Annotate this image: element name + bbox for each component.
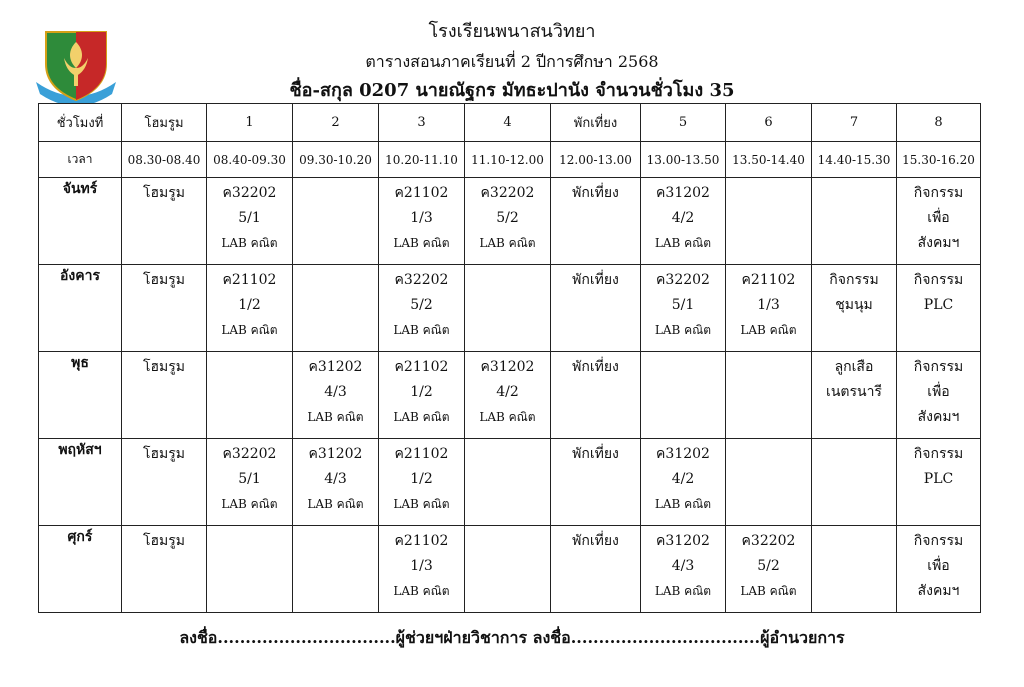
cell-line: กิจกรรม	[913, 359, 964, 375]
time-header-cell: 14.40-15.30	[812, 142, 897, 178]
schedule-cell	[122, 265, 207, 352]
day-name: ศุกร์	[39, 526, 122, 613]
cell-line: เนตรนารี	[826, 384, 882, 400]
day-row	[39, 178, 981, 265]
cell-line: LAB คณิต	[393, 236, 450, 250]
cell-line: พักเที่ยง	[572, 533, 619, 549]
cell-line: พักเที่ยง	[572, 359, 619, 375]
time-header-row	[39, 142, 981, 178]
cell-line: PLC	[923, 297, 954, 313]
cell-line: พักเที่ยง	[572, 185, 619, 201]
period-header-cell: 8	[897, 104, 981, 142]
cell-line: 5/1	[671, 297, 695, 313]
schedule-cell	[641, 178, 726, 265]
schedule-cell	[551, 526, 641, 613]
period-header-cell: พักเที่ยง	[551, 104, 641, 142]
schedule-cell	[122, 526, 207, 613]
schedule-cell	[379, 526, 465, 613]
schedule-cell	[726, 265, 812, 352]
schedule-title: ตารางสอนภาคเรียนที่ 2 ปีการศึกษา 2568	[365, 52, 659, 71]
day-name: พุธ	[39, 352, 122, 439]
cell-line: LAB คณิต	[393, 584, 450, 598]
cell-line: LAB คณิต	[393, 323, 450, 337]
cell-line: 1/2	[238, 297, 261, 313]
cell-line: โฮมรูม	[142, 533, 186, 549]
schedule-cell	[465, 178, 551, 265]
schedule-cell	[379, 178, 465, 265]
schedule-cell	[897, 178, 981, 265]
cell-line: เพื่อ	[927, 558, 950, 574]
teacher-line: ชื่อ-สกุล 0207 นายณัฐกร มัทธะปานัง จำนวนชั่วโมง 35	[289, 80, 735, 101]
cell-line: โฮมรูม	[142, 446, 186, 462]
cell-line: 4/2	[671, 471, 695, 487]
time-header-cell: 12.00-13.00	[551, 142, 641, 178]
cell-line: ค32202	[480, 185, 535, 201]
empty-cell	[726, 352, 812, 439]
time-header-cell: 10.20-11.10	[379, 142, 465, 178]
empty-cell	[465, 265, 551, 352]
schedule-cell	[812, 265, 897, 352]
time-header-cell: 09.30-10.20	[293, 142, 379, 178]
cell-line: พักเที่ยง	[572, 272, 619, 288]
schedule-cell	[641, 265, 726, 352]
day-name: จันทร์	[39, 178, 122, 265]
cell-line: LAB คณิต	[479, 236, 536, 250]
day-row	[39, 439, 981, 526]
cell-line: 1/3	[757, 297, 780, 313]
period-header-cell: 3	[379, 104, 465, 142]
cell-line: 4/2	[496, 384, 519, 400]
cell-line: ค32202	[394, 272, 449, 288]
time-header-cell: 13.00-13.50	[641, 142, 726, 178]
signature-line: ลงชื่อ................................ผู้ช่วยฯฝ่ายวิชาการ ลงชื่อ..................................ผู้อำนวยการ	[179, 628, 845, 647]
day-name: อังคาร	[39, 265, 122, 352]
cell-line: 1/3	[410, 558, 433, 574]
cell-line: สังคมฯ	[917, 409, 960, 425]
schedule-cell	[897, 526, 981, 613]
cell-line: สังคมฯ	[917, 583, 960, 599]
schedule-cell	[897, 439, 981, 526]
cell-line: ค31202	[656, 533, 710, 549]
empty-cell	[726, 439, 812, 526]
schedule-cell	[122, 178, 207, 265]
cell-line: กิจกรรม	[913, 185, 964, 201]
cell-line: LAB คณิต	[740, 584, 797, 598]
schedule-cell	[293, 439, 379, 526]
cell-line: LAB คณิต	[221, 323, 278, 337]
cell-line: 5/2	[496, 210, 519, 226]
empty-cell	[293, 526, 379, 613]
period-header-row	[39, 104, 981, 142]
cell-line: ชุมนุม	[835, 297, 873, 313]
schedule-cell	[379, 352, 465, 439]
schedule-cell	[207, 265, 293, 352]
cell-line: 4/3	[671, 558, 695, 574]
cell-line: LAB คณิต	[393, 410, 450, 424]
empty-cell	[293, 265, 379, 352]
cell-line: สังคมฯ	[917, 235, 960, 251]
day-row	[39, 352, 981, 439]
time-header-cell: 08.40-09.30	[207, 142, 293, 178]
cell-line: ค21102	[741, 272, 796, 288]
empty-cell	[293, 178, 379, 265]
empty-cell	[726, 178, 812, 265]
schedule-cell	[551, 265, 641, 352]
time-header-cell: เวลา	[39, 142, 122, 178]
cell-line: ค31202	[480, 359, 535, 375]
empty-cell	[465, 439, 551, 526]
cell-line: ค31202	[656, 446, 710, 462]
cell-line: ค31202	[308, 446, 363, 462]
time-header-cell: 13.50-14.40	[726, 142, 812, 178]
empty-cell	[812, 526, 897, 613]
cell-line: พักเที่ยง	[572, 446, 619, 462]
schedule-cell	[293, 352, 379, 439]
cell-line: ค21102	[222, 272, 277, 288]
cell-line: LAB คณิต	[654, 236, 712, 250]
cell-line: 5/2	[757, 558, 780, 574]
time-header-cell: 15.30-16.20	[897, 142, 981, 178]
cell-line: กิจกรรม	[913, 272, 964, 288]
schedule-cell	[812, 352, 897, 439]
empty-cell	[641, 352, 726, 439]
cell-line: ค32202	[222, 185, 277, 201]
period-header-cell: 7	[812, 104, 897, 142]
schedule-cell	[641, 439, 726, 526]
cell-line: ค31202	[308, 359, 363, 375]
schedule-cell	[379, 265, 465, 352]
cell-line: ค31202	[656, 185, 710, 201]
period-header-cell: โฮมรูม	[122, 104, 207, 142]
schedule-cell	[465, 352, 551, 439]
cell-line: กิจกรรม	[913, 533, 964, 549]
schedule-cell	[551, 178, 641, 265]
schedule-cell	[122, 439, 207, 526]
cell-line: 1/2	[410, 384, 433, 400]
cell-line: LAB คณิต	[654, 584, 712, 598]
cell-line: โฮมรูม	[142, 272, 186, 288]
cell-line: ค32202	[656, 272, 710, 288]
cell-line: LAB คณิต	[479, 410, 536, 424]
cell-line: เพื่อ	[927, 210, 950, 226]
timetable	[38, 103, 981, 613]
cell-line: กิจกรรม	[913, 446, 964, 462]
cell-line: PLC	[923, 471, 954, 487]
cell-line: LAB คณิต	[654, 497, 712, 511]
period-header-cell: 4	[465, 104, 551, 142]
cell-line: 5/1	[238, 210, 261, 226]
cell-line: 4/3	[324, 384, 347, 400]
empty-cell	[812, 439, 897, 526]
schedule-cell	[207, 439, 293, 526]
cell-line: LAB คณิต	[221, 236, 278, 250]
schedule-cell	[641, 526, 726, 613]
time-header-cell: 11.10-12.00	[465, 142, 551, 178]
cell-line: 1/3	[410, 210, 433, 226]
schedule-cell	[551, 352, 641, 439]
period-header-cell: 6	[726, 104, 812, 142]
cell-line: 5/2	[410, 297, 433, 313]
period-header-cell: ชั่วโมงที่	[39, 104, 122, 142]
period-header-cell: 5	[641, 104, 726, 142]
cell-line: LAB คณิต	[393, 497, 450, 511]
time-header-cell: 08.30-08.40	[122, 142, 207, 178]
cell-line: ค21102	[394, 359, 449, 375]
empty-cell	[812, 178, 897, 265]
cell-line: ค21102	[394, 446, 449, 462]
schedule-cell	[551, 439, 641, 526]
cell-line: 5/1	[238, 471, 261, 487]
cell-line: โฮมรูม	[142, 359, 186, 375]
cell-line: LAB คณิต	[307, 410, 364, 424]
day-name: พฤหัสฯ	[39, 439, 122, 526]
schedule-cell	[207, 178, 293, 265]
cell-line: LAB คณิต	[740, 323, 797, 337]
cell-line: ค21102	[394, 533, 449, 549]
empty-cell	[207, 352, 293, 439]
cell-line: เพื่อ	[927, 384, 950, 400]
empty-cell	[207, 526, 293, 613]
period-header-cell: 2	[293, 104, 379, 142]
schedule-cell	[122, 352, 207, 439]
period-header-cell: 1	[207, 104, 293, 142]
cell-line: LAB คณิต	[654, 323, 712, 337]
cell-line: ค21102	[394, 185, 449, 201]
schedule-cell	[379, 439, 465, 526]
cell-line: ค32202	[741, 533, 796, 549]
day-row	[39, 265, 981, 352]
schedule-cell	[897, 352, 981, 439]
cell-line: LAB คณิต	[221, 497, 278, 511]
school-name: โรงเรียนพนาสนวิทยา	[428, 21, 596, 42]
schedule-cell	[897, 265, 981, 352]
day-row	[39, 526, 981, 613]
cell-line: ค32202	[222, 446, 277, 462]
schedule-cell	[726, 526, 812, 613]
cell-line: 4/3	[324, 471, 347, 487]
cell-line: LAB คณิต	[307, 497, 364, 511]
cell-line: โฮมรูม	[142, 185, 186, 201]
cell-line: ลูกเสือ	[834, 359, 874, 375]
empty-cell	[465, 526, 551, 613]
cell-line: 4/2	[671, 210, 695, 226]
cell-line: 1/2	[410, 471, 433, 487]
cell-line: กิจกรรม	[829, 272, 879, 288]
